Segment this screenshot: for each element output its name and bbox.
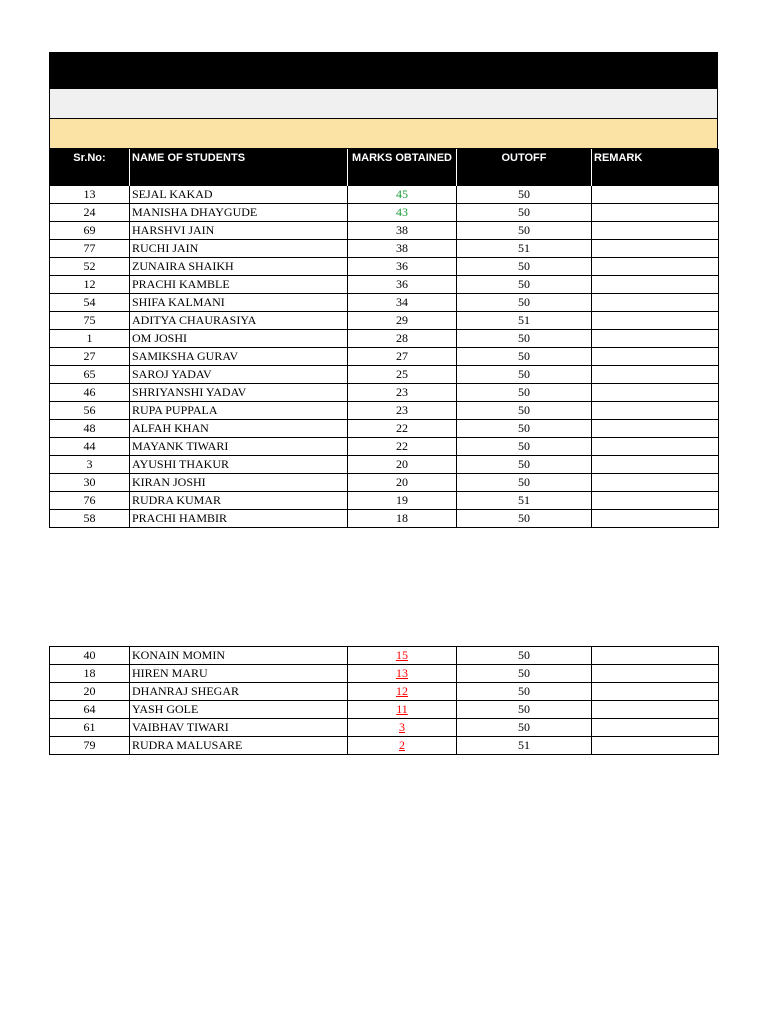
table-row [50, 719, 719, 737]
table-row [50, 384, 719, 402]
cell-marks: 38 [348, 240, 457, 258]
cell-sr-no: 65 [50, 366, 130, 384]
cell-marks: 20 [348, 474, 457, 492]
cell-remark [592, 222, 719, 240]
header-sr-no: Sr.No: [50, 149, 130, 186]
results-table [49, 149, 719, 528]
cell-remark [592, 737, 719, 755]
cell-outoff: 50 [457, 510, 592, 528]
cell-remark [592, 665, 719, 683]
cell-sr-no: 58 [50, 510, 130, 528]
cell-marks: 25 [348, 366, 457, 384]
cell-remark [592, 510, 719, 528]
cell-student-name: SAROJ YADAV [130, 366, 348, 384]
cell-outoff: 51 [457, 492, 592, 510]
table-row [50, 474, 719, 492]
cell-student-name: RUCHI JAIN [130, 240, 348, 258]
cell-student-name: OM JOSHI [130, 330, 348, 348]
cell-outoff: 50 [457, 456, 592, 474]
table-row [50, 294, 719, 312]
cell-marks: 20 [348, 456, 457, 474]
cell-student-name: AYUSHI THAKUR [130, 456, 348, 474]
cell-student-name: KIRAN JOSHI [130, 474, 348, 492]
header-name: NAME OF STUDENTS [130, 149, 348, 186]
cell-student-name: MANISHA DHAYGUDE [130, 204, 348, 222]
cell-remark [592, 366, 719, 384]
cell-marks: 34 [348, 294, 457, 312]
cell-sr-no: 20 [50, 683, 130, 701]
cell-student-name: VAIBHAV TIWARI [130, 719, 348, 737]
cell-sr-no: 3 [50, 456, 130, 474]
cell-sr-no: 13 [50, 186, 130, 204]
cell-student-name: KONAIN MOMIN [130, 647, 348, 665]
cell-outoff: 51 [457, 737, 592, 755]
results-body [50, 186, 719, 528]
cell-student-name: SAMIKSHA GURAV [130, 348, 348, 366]
header-remark: REMARK [592, 149, 719, 186]
cell-outoff: 51 [457, 312, 592, 330]
table-row [50, 647, 719, 665]
cell-student-name: HARSHVI JAIN [130, 222, 348, 240]
cell-remark [592, 384, 719, 402]
cell-sr-no: 79 [50, 737, 130, 755]
cell-remark [592, 258, 719, 276]
marks-sheet [49, 52, 718, 528]
cell-marks: 29 [348, 312, 457, 330]
cell-student-name: DHANRAJ SHEGAR [130, 683, 348, 701]
cell-outoff: 50 [457, 701, 592, 719]
cell-remark [592, 492, 719, 510]
cell-outoff: 50 [457, 222, 592, 240]
cell-marks: 15 [348, 647, 457, 665]
cell-student-name: SHIFA KALMANI [130, 294, 348, 312]
cell-marks: 18 [348, 510, 457, 528]
cell-outoff: 50 [457, 276, 592, 294]
cell-sr-no: 77 [50, 240, 130, 258]
cell-remark [592, 719, 719, 737]
table-row [50, 420, 719, 438]
cell-remark [592, 294, 719, 312]
table-row [50, 701, 719, 719]
cell-outoff: 50 [457, 330, 592, 348]
cell-remark [592, 330, 719, 348]
cell-outoff: 50 [457, 420, 592, 438]
cell-marks: 13 [348, 665, 457, 683]
cell-remark [592, 276, 719, 294]
cell-outoff: 50 [457, 258, 592, 276]
cell-sr-no: 46 [50, 384, 130, 402]
cell-outoff: 50 [457, 348, 592, 366]
cell-outoff: 50 [457, 665, 592, 683]
cell-sr-no: 30 [50, 474, 130, 492]
cell-outoff: 50 [457, 294, 592, 312]
cell-student-name: RUDRA KUMAR [130, 492, 348, 510]
cell-student-name: RUPA PUPPALA [130, 402, 348, 420]
cell-remark [592, 456, 719, 474]
cell-marks: 28 [348, 330, 457, 348]
cell-sr-no: 52 [50, 258, 130, 276]
cell-remark [592, 204, 719, 222]
cell-student-name: HIREN MARU [130, 665, 348, 683]
table-row [50, 438, 719, 456]
cell-outoff: 50 [457, 366, 592, 384]
table-header-row [50, 149, 719, 186]
cell-marks: 22 [348, 438, 457, 456]
cell-outoff: 50 [457, 186, 592, 204]
cell-sr-no: 75 [50, 312, 130, 330]
cell-sr-no: 1 [50, 330, 130, 348]
cell-remark [592, 186, 719, 204]
cell-remark [592, 683, 719, 701]
cell-sr-no: 48 [50, 420, 130, 438]
table-row [50, 683, 719, 701]
cell-sr-no: 18 [50, 665, 130, 683]
table-row [50, 366, 719, 384]
cell-marks: 22 [348, 420, 457, 438]
cell-marks: 27 [348, 348, 457, 366]
cell-sr-no: 76 [50, 492, 130, 510]
cell-student-name: SHRIYANSHI YADAV [130, 384, 348, 402]
table-row [50, 222, 719, 240]
header-outoff: OUTOFF [457, 149, 592, 186]
cell-outoff: 50 [457, 384, 592, 402]
cell-marks: 11 [348, 701, 457, 719]
table-row [50, 510, 719, 528]
cell-outoff: 50 [457, 438, 592, 456]
table-row [50, 402, 719, 420]
cell-outoff: 50 [457, 719, 592, 737]
cell-sr-no: 24 [50, 204, 130, 222]
title-band [49, 52, 718, 89]
cell-remark [592, 402, 719, 420]
cell-sr-no: 56 [50, 402, 130, 420]
cell-sr-no: 27 [50, 348, 130, 366]
subtitle-band [49, 89, 718, 119]
cell-sr-no: 61 [50, 719, 130, 737]
table-row [50, 330, 719, 348]
cell-remark [592, 420, 719, 438]
cell-outoff: 50 [457, 647, 592, 665]
cell-marks: 38 [348, 222, 457, 240]
cell-marks: 45 [348, 186, 457, 204]
cell-outoff: 50 [457, 474, 592, 492]
cell-student-name: PRACHI HAMBIR [130, 510, 348, 528]
table-row [50, 456, 719, 474]
table-row [50, 348, 719, 366]
table-row [50, 737, 719, 755]
table-row [50, 276, 719, 294]
cell-sr-no: 64 [50, 701, 130, 719]
cell-remark [592, 701, 719, 719]
table-row [50, 240, 719, 258]
highlight-band [49, 119, 718, 149]
cell-remark [592, 348, 719, 366]
cell-sr-no: 69 [50, 222, 130, 240]
cell-sr-no: 40 [50, 647, 130, 665]
cell-marks: 23 [348, 402, 457, 420]
cell-marks: 19 [348, 492, 457, 510]
low-marks-body [50, 647, 719, 755]
low-marks-section [49, 646, 718, 755]
table-row [50, 492, 719, 510]
table-row [50, 312, 719, 330]
cell-outoff: 50 [457, 402, 592, 420]
cell-student-name: MAYANK TIWARI [130, 438, 348, 456]
low-marks-table [49, 646, 719, 755]
cell-marks: 3 [348, 719, 457, 737]
table-row [50, 186, 719, 204]
cell-remark [592, 474, 719, 492]
cell-marks: 36 [348, 258, 457, 276]
cell-sr-no: 44 [50, 438, 130, 456]
cell-marks: 2 [348, 737, 457, 755]
table-row [50, 204, 719, 222]
cell-sr-no: 12 [50, 276, 130, 294]
cell-marks: 36 [348, 276, 457, 294]
cell-student-name: YASH GOLE [130, 701, 348, 719]
cell-remark [592, 647, 719, 665]
cell-student-name: ZUNAIRA SHAIKH [130, 258, 348, 276]
cell-outoff: 50 [457, 204, 592, 222]
cell-sr-no: 54 [50, 294, 130, 312]
cell-remark [592, 312, 719, 330]
cell-marks: 23 [348, 384, 457, 402]
cell-outoff: 51 [457, 240, 592, 258]
table-row [50, 665, 719, 683]
cell-outoff: 50 [457, 683, 592, 701]
cell-remark [592, 240, 719, 258]
cell-student-name: PRACHI KAMBLE [130, 276, 348, 294]
header-marks: MARKS OBTAINED [348, 149, 457, 186]
cell-marks: 43 [348, 204, 457, 222]
cell-student-name: ALFAH KHAN [130, 420, 348, 438]
cell-remark [592, 438, 719, 456]
cell-student-name: ADITYA CHAURASIYA [130, 312, 348, 330]
cell-student-name: SEJAL KAKAD [130, 186, 348, 204]
cell-marks: 12 [348, 683, 457, 701]
table-row [50, 258, 719, 276]
cell-student-name: RUDRA MALUSARE [130, 737, 348, 755]
